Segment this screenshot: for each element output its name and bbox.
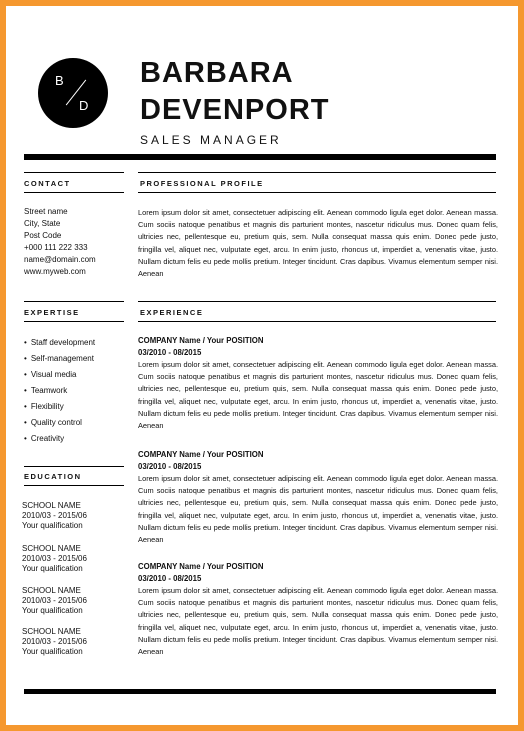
experience-rule-top — [138, 301, 496, 302]
job-header — [138, 449, 264, 473]
expertise-item: • Quality control — [24, 415, 95, 431]
experience-rule-bottom — [138, 321, 496, 322]
school-name: SCHOOL NAME — [22, 586, 81, 595]
job-company: COMPANY Name / Your POSITION — [138, 336, 264, 345]
contact-phone: +000 111 222 333 — [24, 243, 88, 252]
expertise-item: • Self-management — [24, 351, 95, 367]
job-dates: 03/2010 - 08/2015 — [138, 574, 202, 583]
monogram-logo — [38, 58, 108, 128]
job-header — [138, 561, 264, 585]
school-name: SCHOOL NAME — [22, 501, 81, 510]
contact-block — [24, 206, 96, 278]
bottom-divider — [24, 689, 496, 694]
job-dates: 03/2010 - 08/2015 — [138, 348, 202, 357]
school-qualification: Your qualification — [22, 647, 83, 656]
school-dates: 2010/03 - 2015/06 — [22, 596, 87, 605]
job-title: SALES MANAGER — [140, 133, 282, 147]
expertise-item: • Teamwork — [24, 383, 95, 399]
monogram-initial-bottom: D — [79, 98, 89, 113]
job-header — [138, 335, 264, 359]
expertise-rule-bottom — [24, 321, 124, 322]
education-entry — [22, 586, 87, 616]
top-divider — [24, 154, 496, 160]
expertise-item: • Staff development — [24, 335, 95, 351]
job-description: Lorem ipsum dolor sit amet, consectetuer adipiscing elit. Aenean commodo ligula eget dolor. Aenean massa. Cum sociis natoque penatibus et magnis dis parturient montes, nascetur ridiculus mus. Donec quam felis, ultricies nec, pellentesque eu, pretium quis, sem. Nulla consequat massa quis enim. Donec pede justo, fringilla vel, aliquet nec, vulputate eget, arcu. In enim justo, rhoncus ut, imperdiet a, venenatis vitae, justo. Nullam dictum felis eu pede mollis pretium. Integer tincidunt. Cras dapibus. Vivamus elementum semper nisi. Aenean — [138, 586, 498, 657]
school-dates: 2010/03 - 2015/06 — [22, 511, 87, 520]
contact-postcode: Post Code — [24, 231, 62, 240]
job-dates: 03/2010 - 08/2015 — [138, 462, 202, 471]
school-qualification: Your qualification — [22, 564, 83, 573]
contact-website[interactable]: www.myweb.com — [24, 267, 86, 276]
school-dates: 2010/03 - 2015/06 — [22, 637, 87, 646]
monogram-initial-top: B — [55, 73, 64, 88]
job-description: Lorem ipsum dolor sit amet, consectetuer adipiscing elit. Aenean commodo ligula eget dolor. Aenean massa. Cum sociis natoque penatibus et magnis dis parturient montes, nascetur ridiculus mus. Donec quam felis, ultricies nec, pellentesque eu, pretium quis, sem. Nulla consequat massa quis enim. Donec pede justo, fringilla vel, aliquet nec, vulputate eget, arcu. In enim justo, rhoncus ut, imperdiet a, venenatis vitae, justo. Nullam dictum felis eu pede mollis pretium. Integer tincidunt. Cras dapibus. Vivamus elementum semper nisi. Aenean — [138, 360, 498, 431]
school-qualification: Your qualification — [22, 606, 83, 615]
resume-page — [6, 6, 518, 725]
expertise-list — [24, 335, 95, 447]
job-company: COMPANY Name / Your POSITION — [138, 450, 264, 459]
education-rule-bottom — [24, 485, 124, 486]
profile-text: Lorem ipsum dolor sit amet, consectetuer adipiscing elit. Aenean commodo ligula eget dolor. Aenean massa. Cum sociis natoque penatibus et magnis dis parturient montes, nascetur ridiculus mus. Donec quam felis, ultricies nec, pellentesque eu, pretium quis, sem. Nulla consequat massa quis enim. Donec pede justo, fringilla vel, aliquet nec, vulputate eget, arcu. In enim justo, rhoncus ut, imperdiet a, venenatis vitae, justo. Nullam dictum felis eu pede mollis pretium. Integer tincidunt. Cras dapibus. Vivamus elementum semper nisi. Aenean — [138, 208, 498, 279]
expertise-heading: EXPERTISE — [24, 308, 80, 317]
first-name: BARBARA — [140, 57, 294, 89]
job-company: COMPANY Name / Your POSITION — [138, 562, 264, 571]
school-qualification: Your qualification — [22, 521, 83, 530]
school-dates: 2010/03 - 2015/06 — [22, 554, 87, 563]
expertise-item: • Flexibility — [24, 399, 95, 415]
education-entry — [22, 544, 87, 574]
job-description: Lorem ipsum dolor sit amet, consectetuer adipiscing elit. Aenean commodo ligula eget dolor. Aenean massa. Cum sociis natoque penatibus et magnis dis parturient montes, nascetur ridiculus mus. Donec quam felis, ultricies nec, pellentesque eu, pretium quis, sem. Nulla consequat massa quis enim. Donec pede justo, fringilla vel, aliquet nec, vulputate eget, arcu. In enim justo, rhoncus ut, imperdiet a, venenatis vitae, justo. Nullam dictum felis eu pede mollis pretium. Integer tincidunt. Cras dapibus. Vivamus elementum semper nisi. Aenean — [138, 474, 498, 545]
profile-heading: PROFESSIONAL PROFILE — [140, 179, 264, 188]
education-entry — [22, 627, 87, 657]
contact-rule-top — [24, 172, 124, 173]
school-name: SCHOOL NAME — [22, 544, 81, 553]
contact-email[interactable]: name@domain.com — [24, 255, 96, 264]
last-name: DEVENPORT — [140, 94, 330, 126]
experience-heading: EXPERIENCE — [140, 308, 204, 317]
contact-rule-bottom — [24, 192, 124, 193]
school-name: SCHOOL NAME — [22, 627, 81, 636]
education-entry — [22, 501, 87, 531]
contact-city: City, State — [24, 219, 61, 228]
profile-rule-bottom — [138, 192, 496, 193]
expertise-item: • Creativity — [24, 431, 95, 447]
expertise-rule-top — [24, 301, 124, 302]
profile-rule-top — [138, 172, 496, 173]
expertise-item: • Visual media — [24, 367, 95, 383]
education-heading: EDUCATION — [24, 472, 82, 481]
education-rule-top — [24, 466, 124, 467]
contact-heading: CONTACT — [24, 179, 71, 188]
contact-street: Street name — [24, 207, 68, 216]
